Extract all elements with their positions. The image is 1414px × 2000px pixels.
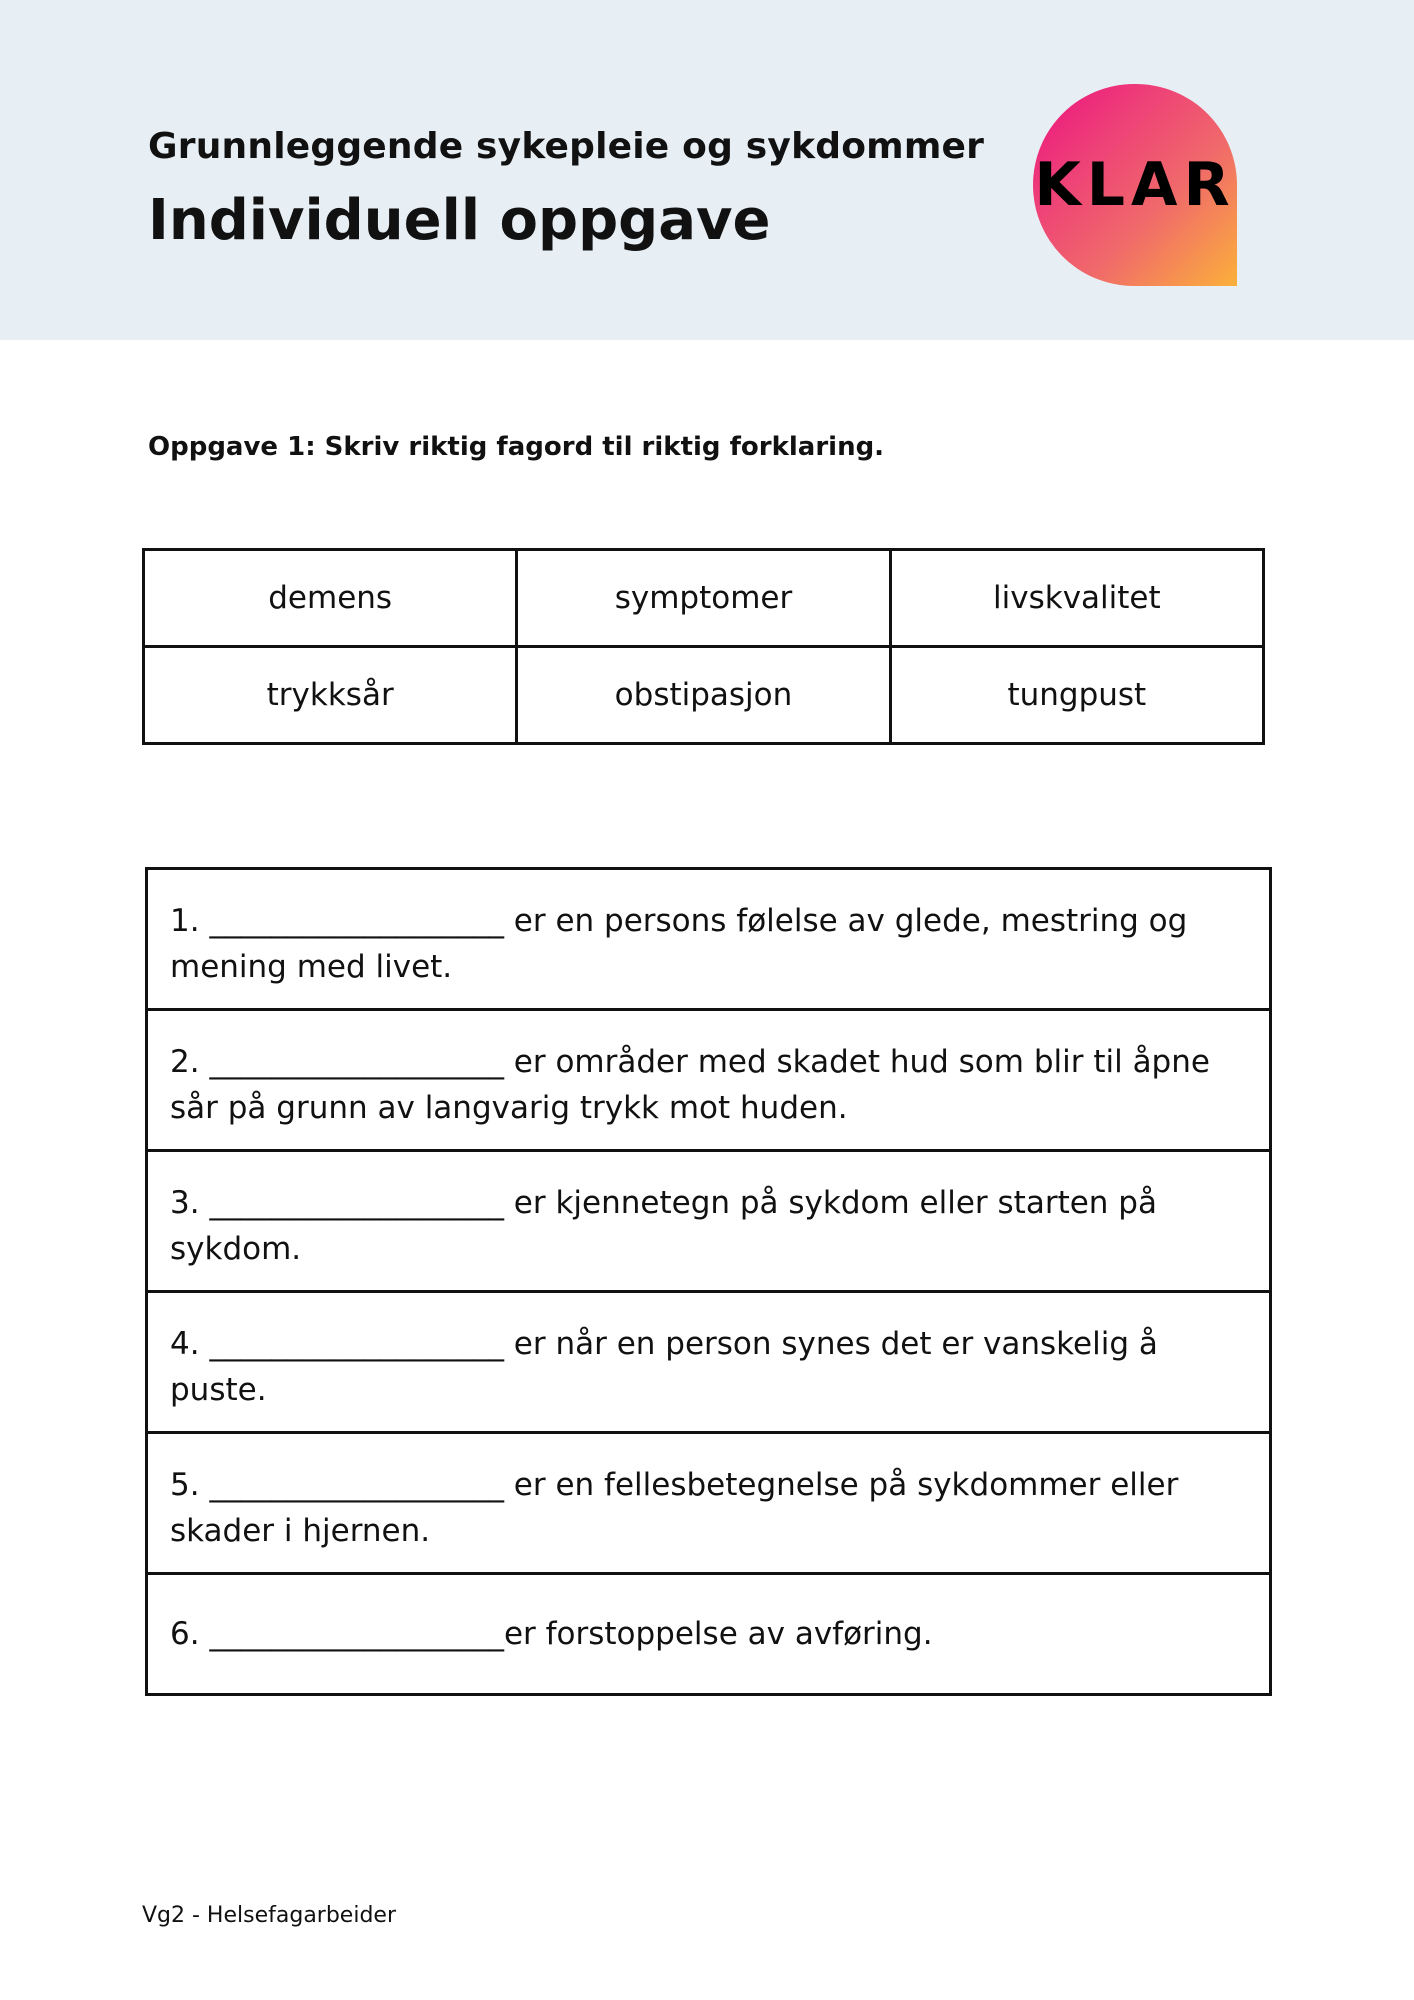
word-bank-cell: livskvalitet <box>890 550 1263 647</box>
word-bank-cell: obstipasjon <box>517 647 890 744</box>
answer-blank[interactable]: ___________________ <box>209 1616 504 1652</box>
question-text: er en fellesbetegnelse på sykdommer eller skader i hjernen. <box>170 1467 1179 1549</box>
question-text: er en persons følelse av glede, mestring og mening med livet. <box>170 903 1188 985</box>
question-number: 4. <box>170 1326 200 1362</box>
answer-blank[interactable]: ___________________ <box>209 1326 504 1362</box>
question-row <box>148 1152 1269 1293</box>
answer-blank[interactable]: ___________________ <box>209 1044 504 1080</box>
klar-logo <box>1033 84 1237 286</box>
header-banner <box>0 0 1414 340</box>
question-row <box>148 1575 1269 1693</box>
answer-blank[interactable]: ___________________ <box>209 903 504 939</box>
question-number: 6. <box>170 1616 200 1652</box>
logo-text: KLAR <box>1034 150 1236 220</box>
word-bank-cell: tungpust <box>890 647 1263 744</box>
question-row <box>148 1434 1269 1575</box>
questions-table <box>145 867 1272 1696</box>
answer-blank[interactable]: ___________________ <box>209 1185 504 1221</box>
word-bank-cell: trykksår <box>144 647 517 744</box>
question-row <box>148 1011 1269 1152</box>
footer-text: Vg2 - Helsefagarbeider <box>142 1903 396 1928</box>
question-number: 2. <box>170 1044 200 1080</box>
question-row <box>148 1293 1269 1434</box>
answer-blank[interactable]: ___________________ <box>209 1467 504 1503</box>
word-bank-row <box>144 550 1264 647</box>
question-text: er forstoppelse av avføring. <box>503 1616 933 1652</box>
page-title: Individuell oppgave <box>148 188 771 253</box>
question-row <box>148 870 1269 1011</box>
word-bank-cell: demens <box>144 550 517 647</box>
question-text: er når en person synes det er vanskelig å puste. <box>170 1326 1158 1408</box>
question-text: er kjennetegn på sykdom eller starten på sykdom. <box>170 1185 1157 1267</box>
question-text: er områder med skadet hud som blir til åpne sår på grunn av langvarig trykk mot huden. <box>170 1044 1210 1126</box>
task-heading: Oppgave 1: Skriv riktig fagord til riktig forklaring. <box>148 432 885 462</box>
subject-title: Grunnleggende sykepleie og sykdommer <box>148 126 985 167</box>
question-number: 1. <box>170 903 200 939</box>
word-bank-table <box>142 548 1265 745</box>
word-bank-cell: symptomer <box>517 550 890 647</box>
question-number: 5. <box>170 1467 200 1503</box>
word-bank-row <box>144 647 1264 744</box>
question-number: 3. <box>170 1185 200 1221</box>
